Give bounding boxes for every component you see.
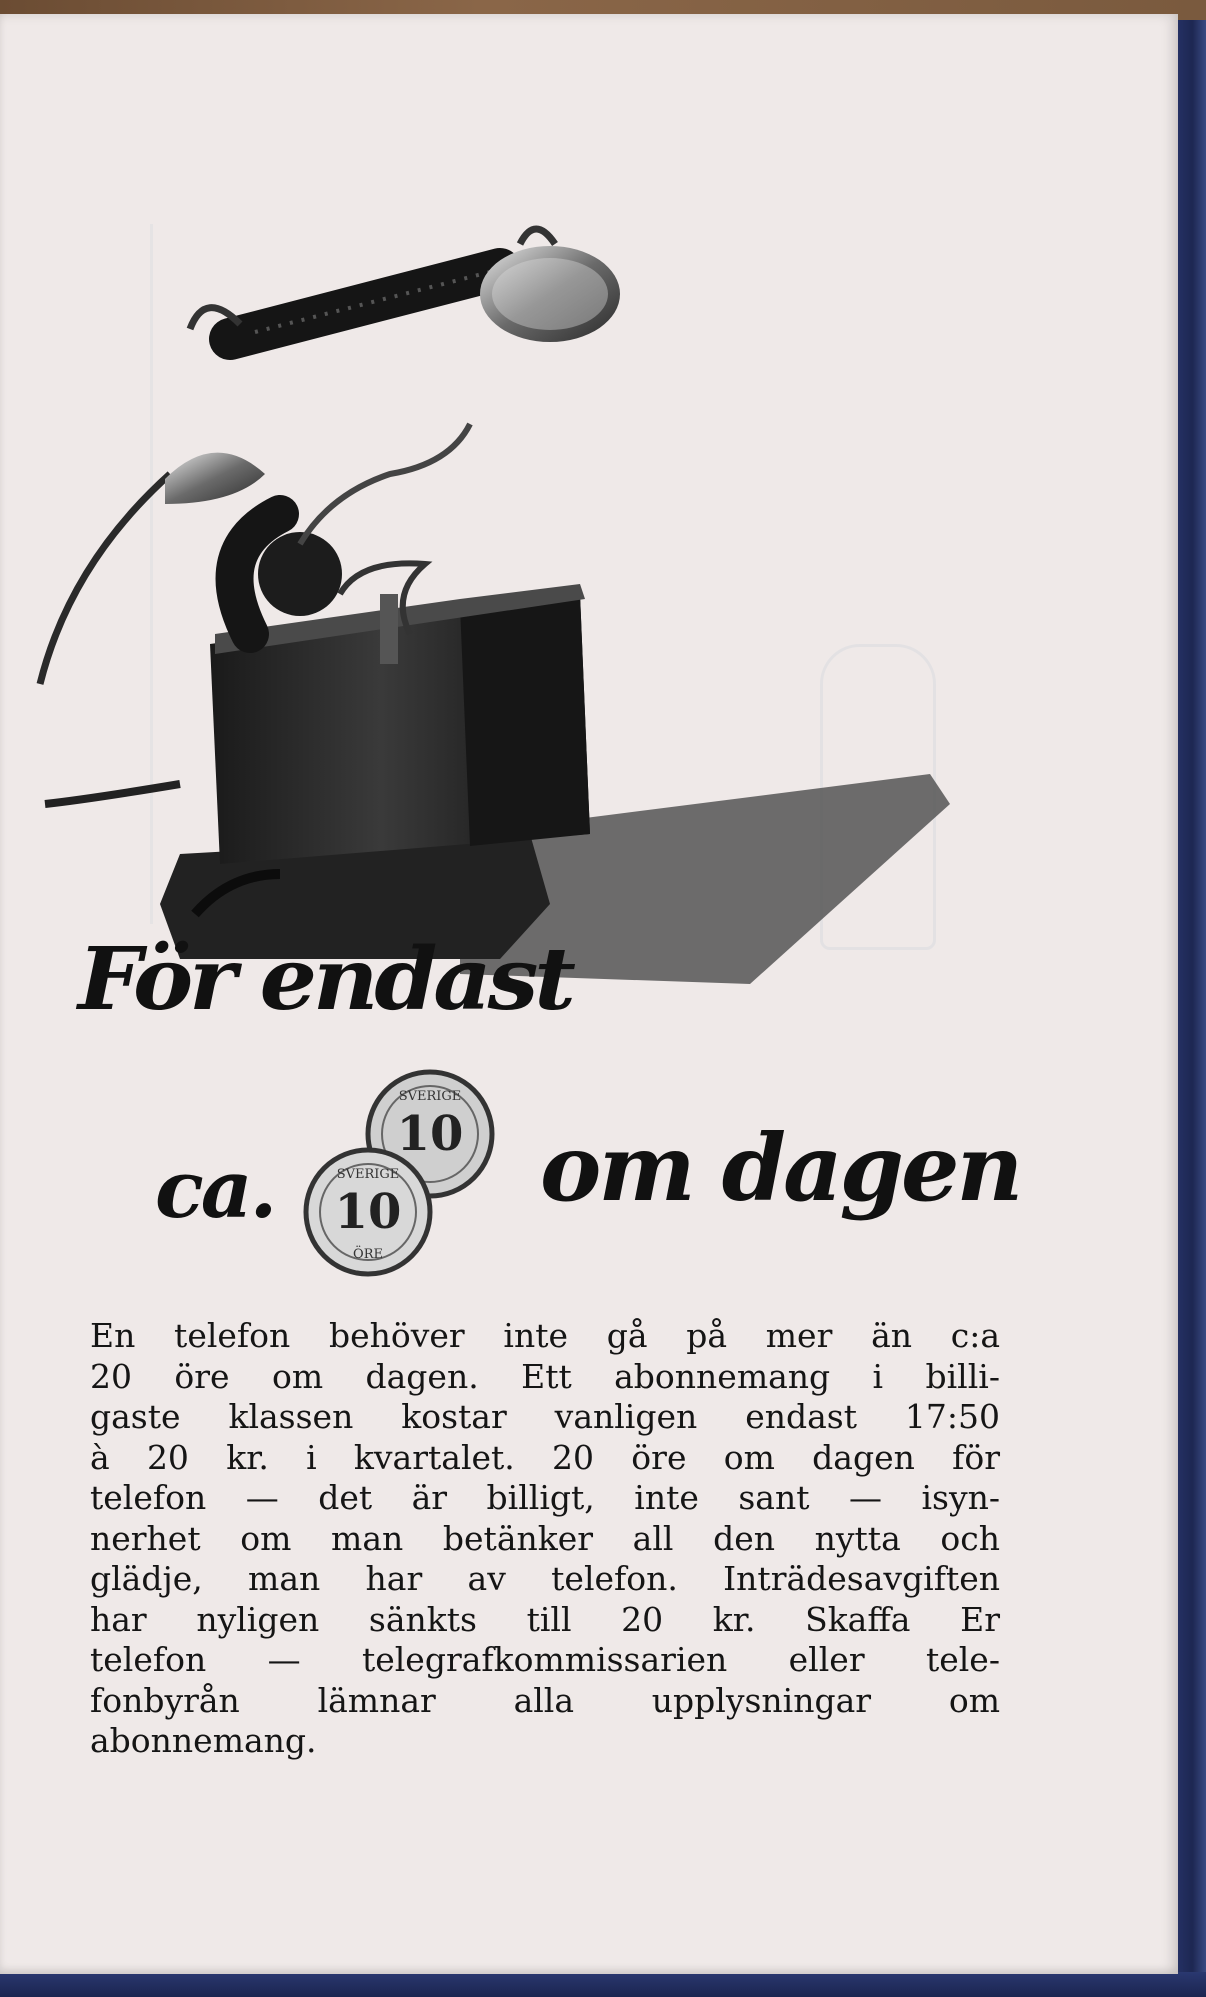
svg-text:10: 10 [334,1184,402,1240]
headline-ca: ca. [155,1142,275,1236]
coins-graphic [290,1064,520,1294]
body-line: 20 öre om dagen. Ett abonnemang i billi- [90,1356,1000,1396]
telephone-illustration [30,214,970,994]
body-line: telefon — telegrafkommissarien eller tele- [90,1640,1000,1679]
body-line: glädje, man har av telefon. Inträdesavgiften [90,1559,1000,1598]
svg-text:ÖRE: ÖRE [353,1247,383,1262]
book-cover-bottom [0,1972,1206,1997]
book-page [0,14,1178,1974]
telephone-advertisement [0,14,1178,1974]
body-line: telefon — det är billigt, inte sant — isyn- [90,1478,1000,1517]
body-line: fonbyrån lämnar alla upplysningar om [90,1680,1000,1720]
headline-for-endast: För endast [78,929,572,1030]
svg-text:SVERIGE: SVERIGE [398,1089,462,1104]
body-line: abonnemang. [90,1721,317,1760]
svg-text:10: 10 [396,1106,464,1162]
body-line: à 20 kr. i kvartalet. 20 öre om dagen för [90,1437,1000,1477]
headline-om-dagen: om dagen [540,1114,1021,1222]
body-line: En telefon behöver inte gå på mer än c:a [90,1316,1000,1355]
advertisement-body [90,1316,1000,1762]
body-line: gaste klassen kostar vanligen endast 17:50 [90,1397,1000,1436]
body-line: har nyligen sänkts till 20 kr. Skaffa Er [90,1599,1000,1639]
svg-text:SVERIGE: SVERIGE [336,1167,400,1182]
coin-icon [306,1150,430,1274]
body-line: nerhet om man betänker all den nytta och [90,1518,1000,1558]
